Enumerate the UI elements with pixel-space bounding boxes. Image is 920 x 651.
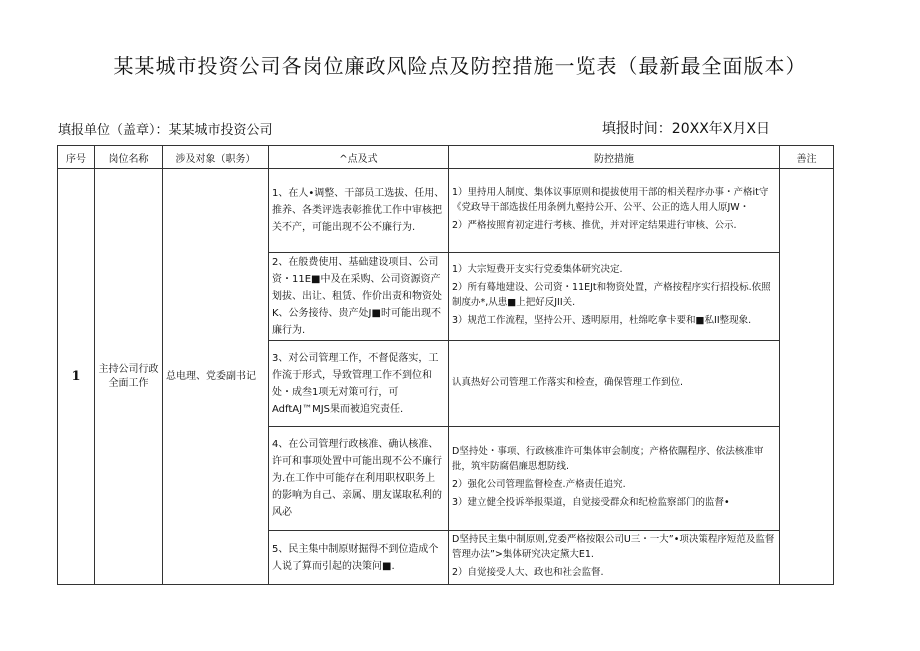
object-cell: 总电理、党委副书记	[163, 169, 269, 585]
measures-5	[449, 531, 780, 585]
measures-3	[449, 341, 780, 427]
measure-item: 2）严格按照育初定进行考核、推优，并对评定结果进行审核、公示.	[452, 220, 737, 231]
risk-point-3: 3、对公司管理工作，不督促落实，工作流于形式，导致管理工作不到位和处・成叁1项无对策可行，可AdftAJ™MJS果而被追究责任.	[269, 341, 449, 427]
measure-item: 3）建立健全投诉举报渠道，自觉接受群众和纪检监察部门的监督•	[452, 497, 730, 508]
measure-item: 3）规范工作流程，坚持公开、透明原用，杜绵吃拿卡要和■私II整现象.	[452, 315, 752, 326]
measures-4	[449, 427, 780, 531]
col-header-object: 涉及对象（职务）	[163, 146, 269, 169]
risk-point-1: 1、在人•调整、干部员工选拔、任用、推养、各类评选表彰推优工作中审核把关不产，可能出现不公不廉行为.	[269, 169, 449, 253]
risk-point-2: 2、在般费使用、基础建设项目、公司资・11E■中及在采购、公司资源资产划拔、出让、租赁、作价出责和物资处K、公务接待、贵产处J■时可能出现不廉行为.	[269, 253, 449, 341]
table-header-row	[58, 146, 834, 169]
measure-item: D坚持民主集中制原则,党委严格按限公司U三・一大”•项决策程序短范及监督管理办法”>集体研究决定黛大E1.	[452, 534, 775, 560]
risk-point-5: 5、民主集中制原财掘得不到位造成个人说了算而引起的决策问■.	[269, 531, 449, 585]
seq-cell: 1	[58, 169, 95, 585]
measure-item: 2）自觉接受人大、政也和社会监督.	[452, 567, 604, 578]
measures-2	[449, 253, 780, 341]
reporting-date: 填报时间：20XX年X月X日	[601, 121, 770, 137]
col-header-position: 岗位名称	[95, 146, 163, 169]
measure-item: 2）强化公司管理监督检查.产格责任追究.	[452, 479, 626, 490]
col-header-remark: 善注	[780, 146, 834, 169]
document-title: 某某城市投资公司各岗位廉政风险点及防控措施一览表（最新最全面版本）	[113, 54, 807, 78]
risk-table	[57, 145, 834, 585]
col-header-measures: 防控措施	[449, 146, 780, 169]
measure-item: D坚持处・事项、行政核准许可集体审会制度；产格依隰程序、依法核准审批，筑牢防腐倡廉思想防线.	[452, 446, 764, 472]
col-header-seq: 序号	[58, 146, 95, 169]
risk-point-4: 4、在公司管理行政核准、确认核准、许可和事项处置中可能出现不公不廉行为.在工作中可能存在利用职权职务上的影响为自己、亲属、朋友谋取私利的风必	[269, 427, 449, 531]
measure-item: 认真热好公司管理工作落实和检查，确保管理工作到位.	[452, 376, 684, 388]
position-cell: 主持公司行政全面工作	[95, 169, 163, 585]
measures-1	[449, 169, 780, 253]
table-row	[58, 169, 834, 253]
col-header-risk: ^点及式	[269, 146, 449, 169]
remark-cell	[780, 169, 834, 585]
reporting-unit: 填报单位（盖章）：某某城市投资公司	[58, 123, 273, 138]
measure-item: 1）里持用人制度、集体议事原则和提拔使用干部的相关程序办事・产格it守《党政导干部选拔任用条例九壑持公开、公平、公正的选人用人原JW・	[452, 187, 769, 213]
measure-item: 1）大宗短费开支实行党委集体研究决定.	[452, 264, 623, 275]
measure-item: 2）所有蓦地建设、公司资・11EJt和物资处置，产格按程序实行招投标.依照制度办*,从患■上把好反JII关.	[452, 282, 771, 308]
